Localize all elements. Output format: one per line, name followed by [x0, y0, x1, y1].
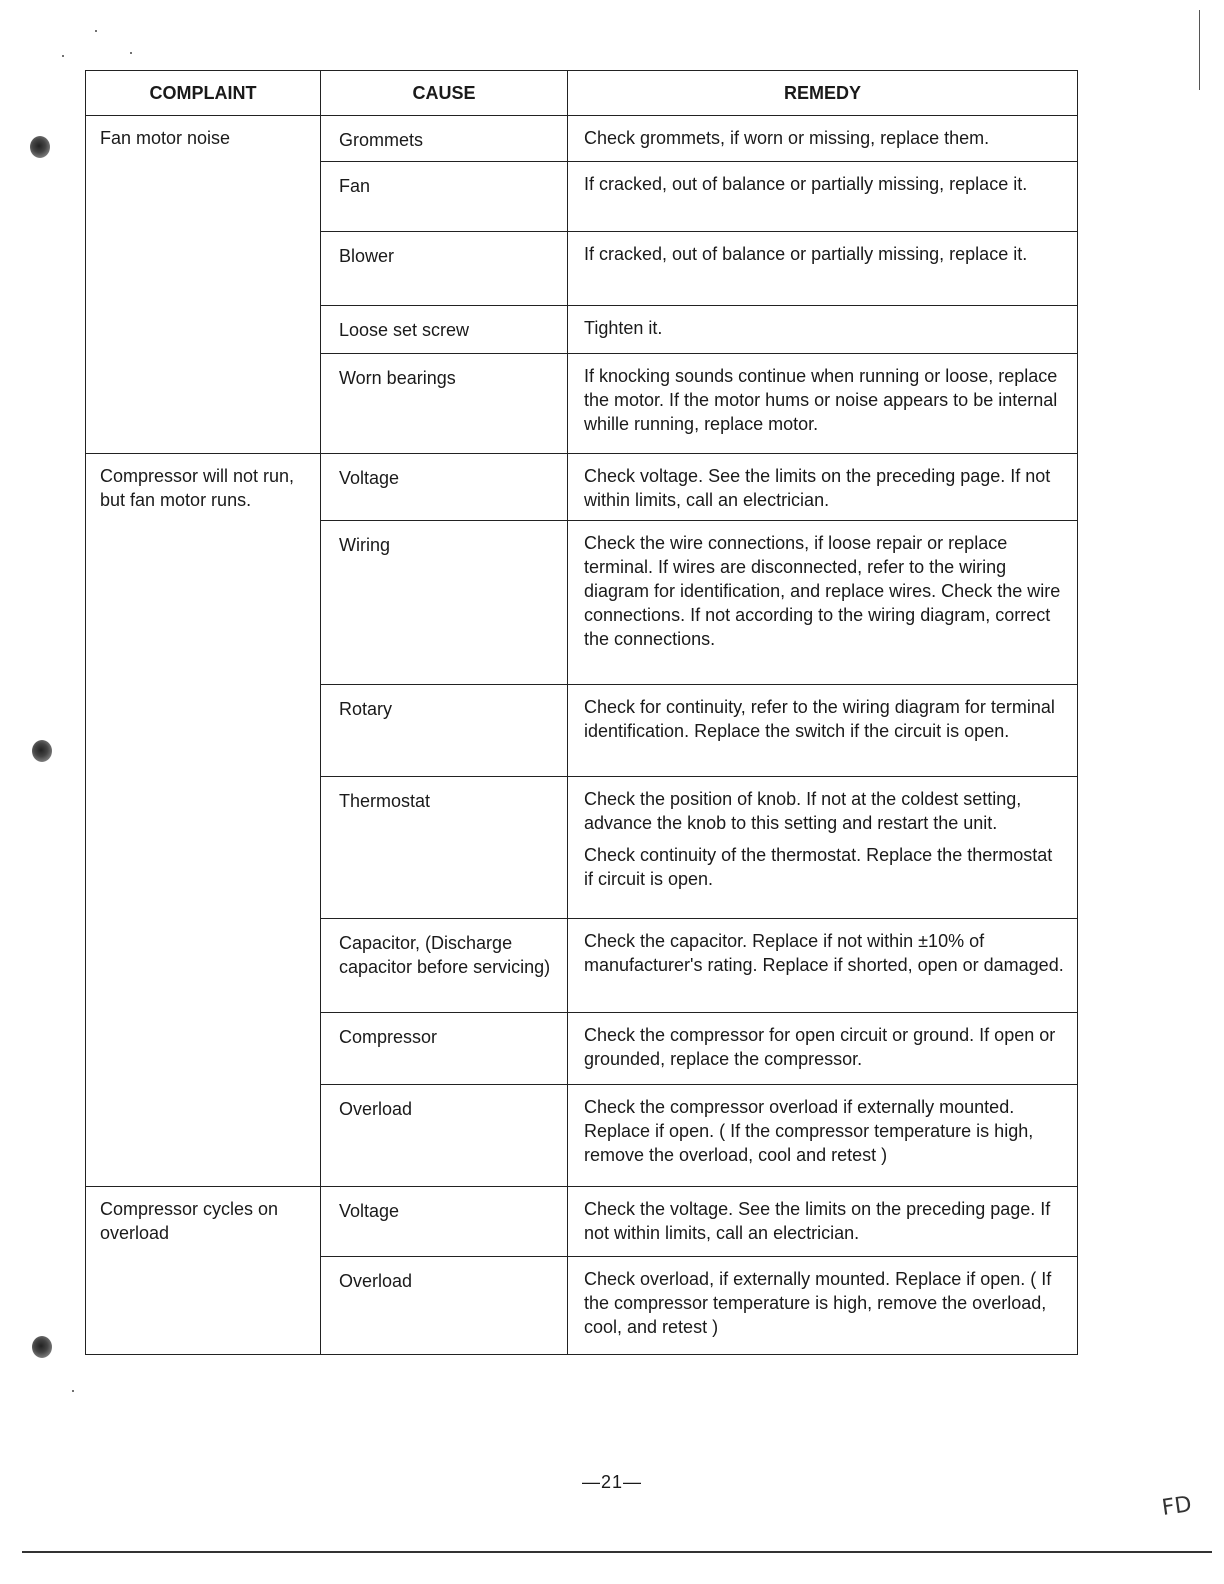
complaint-cell: Fan motor noise: [86, 116, 321, 454]
remedy-text: Check for continuity, refer to the wiring diagram for terminal identification. Replace the switch if the circuit is open.: [584, 697, 1055, 741]
remedy-text: Check voltage. See the limits on the preceding page. If not within limits, call an electrician.: [584, 466, 1051, 510]
remedy-cell: [568, 116, 1078, 162]
cause-cell: Grommets: [321, 116, 568, 162]
cause-cell: Thermostat: [321, 777, 568, 919]
remedy-cell: [568, 454, 1078, 521]
handwritten-initials: FD: [1160, 1492, 1194, 1521]
remedy-cell: [568, 1013, 1078, 1085]
remedy-text: If cracked, out of balance or partially missing, replace it.: [584, 174, 1028, 194]
header-complaint: COMPLAINT: [86, 71, 321, 116]
remedy-cell: [568, 685, 1078, 777]
table-row: [86, 116, 1078, 162]
cause-cell: Capacitor, (Discharge capacitor before servicing): [321, 919, 568, 1013]
remedy-text: Check continuity of the thermostat. Replace the thermostat if circuit is open.: [584, 845, 1053, 889]
remedy-cell: [568, 354, 1078, 454]
complaint-cell: Compressor will not run, but fan motor runs.: [86, 454, 321, 1187]
header-cause: CAUSE: [321, 71, 568, 116]
header-remedy: REMEDY: [568, 71, 1078, 116]
cause-cell: Voltage: [321, 454, 568, 521]
cause-cell: Overload: [321, 1085, 568, 1187]
cause-cell: Rotary: [321, 685, 568, 777]
remedy-text: Check overload, if externally mounted. Replace if open. ( If the compressor temperature is high, remove the overload, cool, and retest ): [584, 1269, 1052, 1337]
remedy-cell: [568, 232, 1078, 306]
scan-speck: [72, 1390, 74, 1392]
remedy-text: Check grommets, if worn or missing, replace them.: [584, 128, 990, 148]
table-header-row: [86, 71, 1078, 116]
remedy-text: Check the compressor overload if externally mounted. Replace if open. ( If the compressor temperature is high, remove the overload, cool and retest ): [584, 1097, 1034, 1165]
remedy-cell: [568, 1257, 1078, 1355]
cause-cell: Wiring: [321, 521, 568, 685]
remedy-text: Check the wire connections, if loose repair or replace terminal. If wires are disconnected, refer to the wiring diagram for identification, and replace wires. Check the wire connections. If not according to the wiring diagram, correct the connections.: [584, 533, 1061, 649]
punch-hole-top: [30, 136, 50, 158]
bottom-rule: [22, 1551, 1212, 1553]
remedy-text: Check the voltage. See the limits on the preceding page. If not within limits, call an electrician.: [584, 1199, 1051, 1243]
scan-speck: [95, 30, 97, 32]
remedy-text: If knocking sounds continue when running or loose, replace the motor. If the motor hums or noise appears to be internal whille running, replace motor.: [584, 366, 1058, 434]
scan-edge-mark: [1199, 10, 1200, 90]
remedy-text: Check the capacitor. Replace if not within ±10% of manufacturer's rating. Replace if shorted, open or damaged.: [584, 931, 1064, 975]
remedy-text: Check the position of knob. If not at the coldest setting, advance the knob to this setting and restart the unit.: [584, 789, 1022, 833]
scan-speck: [62, 55, 64, 57]
remedy-cell: [568, 1187, 1078, 1257]
cause-cell: Voltage: [321, 1187, 568, 1257]
remedy-cell: [568, 1085, 1078, 1187]
remedy-cell: [568, 919, 1078, 1013]
table-row: [86, 454, 1078, 521]
cause-cell: Worn bearings: [321, 354, 568, 454]
punch-hole-bottom: [32, 1336, 52, 1358]
cause-cell: Compressor: [321, 1013, 568, 1085]
cause-cell: Overload: [321, 1257, 568, 1355]
remedy-cell: [568, 306, 1078, 354]
remedy-cell: [568, 777, 1078, 919]
cause-cell: Blower: [321, 232, 568, 306]
cause-cell: Loose set screw: [321, 306, 568, 354]
remedy-cell: [568, 521, 1078, 685]
cause-cell: Fan: [321, 162, 568, 232]
complaint-cell: Compressor cycles on overload: [86, 1187, 321, 1355]
remedy-text: If cracked, out of balance or partially missing, replace it.: [584, 244, 1028, 264]
remedy-cell: [568, 162, 1078, 232]
troubleshooting-table: [85, 70, 1078, 1355]
remedy-text: Check the compressor for open circuit or ground. If open or grounded, replace the compressor.: [584, 1025, 1056, 1069]
scan-speck: [130, 52, 132, 54]
remedy-text: Tighten it.: [584, 318, 663, 338]
table-row: [86, 1187, 1078, 1257]
punch-hole-middle: [32, 740, 52, 762]
page-number: —21—: [581, 1472, 643, 1492]
